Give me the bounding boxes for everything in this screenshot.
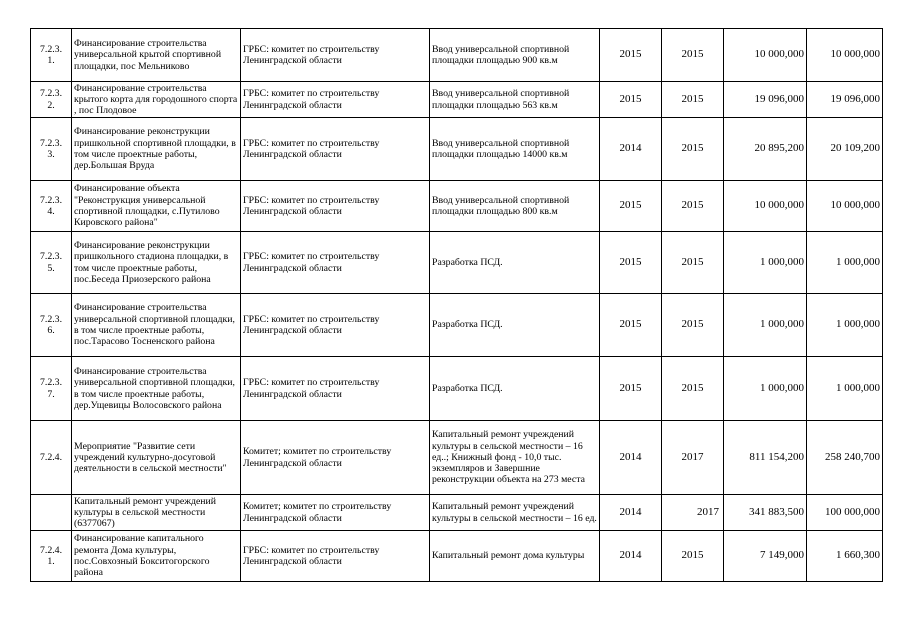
expected-result-cell [430,357,600,421]
responsible-body-cell [241,531,430,582]
funding-total-cell [724,531,807,582]
expected-result: Ввод универсальной спортивной площадки площадью 900 кв.м [432,43,570,66]
responsible-body: Комитет; комитет по строительству Ленинградской области [243,501,392,524]
expected-result-cell [430,421,600,495]
activity-name-cell [72,232,241,294]
table-row [31,181,883,232]
expected-result-cell [430,531,600,582]
table-row [31,495,883,531]
end-year: 2015 [681,318,704,331]
funding-total: 7 149,000 [760,549,804,562]
expected-result: Ввод универсальной спортивной площадки площадью 14000 кв.м [432,137,570,160]
expected-result: Капитальный ремонт дома культуры [432,550,585,562]
activity-code: 7.2.3. 5. [39,251,63,274]
activity-name: Финансирование объекта "Реконструкция универсальной спортивной площадки, с.Путилово Кировского района" [74,183,220,229]
responsible-body-cell [241,495,430,531]
funding-secondary: 258 240,700 [825,450,880,463]
start-year-cell [600,232,662,294]
activity-code: 7.2.3. 7. [39,377,63,400]
end-year-cell [662,29,724,82]
start-year: 2014 [619,142,642,155]
start-year: 2015 [619,318,642,331]
end-year-cell [662,421,724,495]
funding-total: 20 895,200 [754,142,804,155]
activity-code: 7.2.3. 3. [39,137,63,160]
start-year-cell [600,29,662,82]
table-row [31,531,883,582]
funding-secondary: 100 000,000 [825,505,880,518]
expected-result: Ввод универсальной спортивной площадки площадью 563 кв.м [432,88,570,111]
funding-secondary-cell [807,531,883,582]
responsible-body-cell [241,421,430,495]
end-year: 2015 [681,142,704,155]
end-year-cell [662,531,724,582]
funding-total: 1 000,000 [760,381,804,394]
expected-result: Разработка ПСД. [432,256,503,268]
responsible-body: ГРБС: комитет по строительству Ленинградской области [243,194,380,217]
start-year: 2015 [619,255,642,268]
table-body [31,29,883,582]
expected-result-cell [430,118,600,181]
table-row [31,294,883,357]
responsible-body-cell [241,82,430,118]
expected-result: Капитальный ремонт учреждений культуры в сельской местности – 16 ед. [432,501,597,524]
table-row [31,232,883,294]
activity-code: 7.2.3. 1. [39,43,63,66]
funding-secondary-cell [807,232,883,294]
funding-secondary-cell [807,421,883,495]
start-year-cell [600,357,662,421]
responsible-body: Комитет; комитет по строительству Ленинградской области [243,446,392,469]
table-row [31,357,883,421]
activity-name-cell [72,294,241,357]
activity-code-cell [31,232,72,294]
activity-name: Мероприятие "Развитие сети учреждений культурно-досуговой деятельности в сельской местности" [74,440,227,475]
activity-name-cell [72,357,241,421]
start-year: 2015 [619,381,642,394]
end-year-cell [662,232,724,294]
activity-code-cell [31,82,72,118]
funding-secondary: 1 000,000 [836,381,880,394]
expected-result-cell [430,232,600,294]
activity-code-cell [31,29,72,82]
responsible-body-cell [241,232,430,294]
activity-name: Финансирование строительства универсальной крытой спортивной площадки, пос Мельниково [74,38,222,72]
expected-result-cell [430,82,600,118]
end-year-cell [662,495,724,531]
activity-code: 7.2.4. [39,451,63,463]
start-year: 2014 [619,450,642,463]
end-year-cell [662,82,724,118]
end-year: 2015 [681,381,704,394]
activity-code-cell [31,531,72,582]
responsible-body: ГРБС: комитет по строительству Ленинградской области [243,313,380,336]
end-year: 2017 [697,505,719,518]
activity-name: Финансирование капитального ремонта Дома культуры, пос.Совхозный Бокситогорского района [74,533,210,579]
activity-name-cell [72,181,241,232]
expected-result-cell [430,294,600,357]
activity-name-cell [72,118,241,181]
start-year-cell [600,82,662,118]
responsible-body-cell [241,357,430,421]
end-year: 2015 [681,48,704,61]
funding-total-cell [724,421,807,495]
funding-secondary-cell [807,294,883,357]
funding-secondary: 1 000,000 [836,255,880,268]
activity-code: 7.2.4. 1. [39,544,63,567]
responsible-body: ГРБС: комитет по строительству Ленинградской области [243,544,380,567]
funding-total-cell [724,232,807,294]
start-year-cell [600,421,662,495]
activity-name: Финансирование реконструкции пришкольной спортивной площадки, в том числе проектные работы, дер.Большая Вруда [74,126,236,172]
activity-name: Финансирование строительства крытого корта для городошного спорта , пос Плодовое [74,82,238,117]
expected-result-cell [430,181,600,232]
funding-total-cell [724,118,807,181]
activity-name: Капитальный ремонт учреждений культуры в сельской местности (6377067) [74,495,217,530]
activity-code: 7.2.3. 4. [39,194,63,217]
activity-name: Финансирование реконструкции пришкольного стадиона площадки, в том числе проектные работы, пос.Беседа Приозерского района [74,239,229,285]
funding-total: 1 000,000 [760,255,804,268]
table-row [31,82,883,118]
end-year: 2015 [681,549,704,562]
funding-secondary-cell [807,118,883,181]
end-year-cell [662,294,724,357]
funding-total: 341 883,500 [749,505,804,518]
responsible-body-cell [241,29,430,82]
expected-result: Разработка ПСД. [432,319,503,331]
funding-secondary: 10 000,000 [830,199,880,212]
responsible-body-cell [241,118,430,181]
funding-total-cell [724,181,807,232]
funding-total: 19 096,000 [754,92,804,105]
activity-name: Финансирование строительства универсальной спортивной площадки, в том числе проектные работы, дер.Ущевицы Волосовского района [74,365,235,411]
funding-secondary: 1 000,000 [836,318,880,331]
end-year-cell [662,118,724,181]
expected-result: Разработка ПСД. [432,382,503,394]
funding-secondary: 10 000,000 [830,48,880,61]
responsible-body: ГРБС: комитет по строительству Ленинградской области [243,137,380,160]
responsible-body: ГРБС: комитет по строительству Ленинградской области [243,43,380,66]
funding-secondary: 20 109,200 [830,142,880,155]
end-year: 2015 [681,199,704,212]
expected-result-cell [430,495,600,531]
funding-secondary-cell [807,495,883,531]
responsible-body: ГРБС: комитет по строительству Ленинградской области [243,251,380,274]
funding-secondary-cell [807,357,883,421]
table-row [31,118,883,181]
start-year-cell [600,531,662,582]
funding-total: 10 000,000 [754,48,804,61]
funding-total-cell [724,495,807,531]
funding-secondary-cell [807,29,883,82]
activity-code-cell [31,357,72,421]
funding-total-cell [724,357,807,421]
start-year: 2015 [619,48,642,61]
expected-result: Капитальный ремонт учреждений культуры в сельской местности – 16 ед..; Книжный фонд - 10,0 тыс. экземпляров и Завершние реконструкции объекта на 273 места [432,429,585,486]
responsible-body-cell [241,181,430,232]
activity-code-cell [31,181,72,232]
end-year: 2017 [681,450,704,463]
activity-code-cell [31,118,72,181]
start-year: 2014 [619,505,642,518]
program-activities-table [30,28,883,582]
end-year-cell [662,357,724,421]
activity-name-cell [72,421,241,495]
expected-result: Ввод универсальной спортивной площадки площадью 800 кв.м [432,194,570,217]
start-year: 2014 [619,549,642,562]
funding-total: 1 000,000 [760,318,804,331]
start-year-cell [600,118,662,181]
funding-total: 811 154,200 [749,450,804,463]
table-row [31,29,883,82]
start-year-cell [600,181,662,232]
responsible-body: ГРБС: комитет по строительству Ленинградской области [243,377,380,400]
responsible-body-cell [241,294,430,357]
start-year: 2015 [619,199,642,212]
funding-total-cell [724,29,807,82]
funding-total-cell [724,82,807,118]
activity-code-cell [31,495,72,531]
end-year-cell [662,181,724,232]
activity-name-cell [72,82,241,118]
responsible-body: ГРБС: комитет по строительству Ленинградской области [243,88,380,111]
activity-code-cell [31,421,72,495]
start-year-cell [600,294,662,357]
end-year: 2015 [681,255,704,268]
start-year: 2015 [619,92,642,105]
activity-name-cell [72,531,241,582]
expected-result-cell [430,29,600,82]
funding-secondary: 1 660,300 [836,549,880,562]
table-row [31,421,883,495]
funding-secondary: 19 096,000 [830,92,880,105]
activity-name-cell [72,29,241,82]
activity-code: 7.2.3. 2. [39,88,63,111]
end-year: 2015 [681,92,704,105]
funding-total: 10 000,000 [754,199,804,212]
activity-name: Финансирование строительства универсальной спортивной площадки, в том числе проектные работы, пос.Тарасово Тосненского района [74,302,235,348]
activity-code: 7.2.3. 6. [39,313,63,336]
funding-secondary-cell [807,82,883,118]
activity-name-cell [72,495,241,531]
funding-total-cell [724,294,807,357]
start-year-cell [600,495,662,531]
funding-secondary-cell [807,181,883,232]
activity-code-cell [31,294,72,357]
